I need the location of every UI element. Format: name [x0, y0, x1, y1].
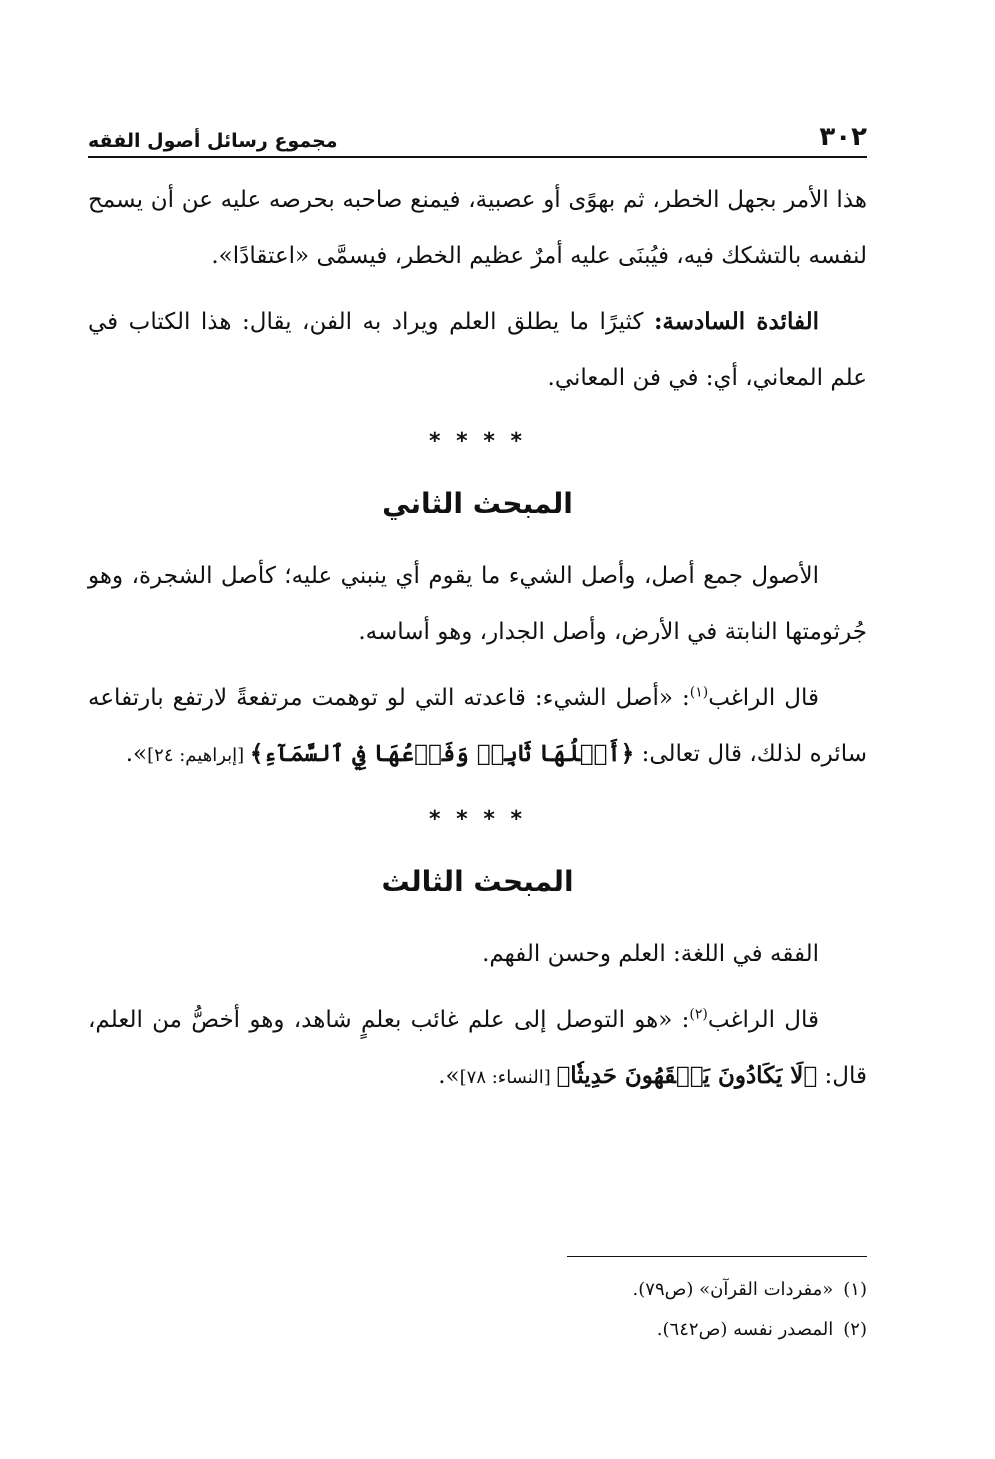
- page-body: [88, 172, 867, 1116]
- footnote-ref-1[interactable]: (١): [689, 684, 709, 701]
- paragraph-lead: الفائدة السادسة:: [653, 308, 819, 335]
- paragraph-raghib-asl: [88, 670, 867, 784]
- section-title-second: المبحث الثاني: [382, 487, 573, 520]
- running-title: مجموع رسائل أصول الفقه: [88, 130, 338, 152]
- footnote-2: [88, 1310, 867, 1350]
- header-divider: [88, 156, 867, 158]
- paragraph-text: ».: [438, 1063, 460, 1089]
- footnote-ref-2[interactable]: (٢): [689, 1006, 708, 1023]
- paragraph-fiqh-linguistic: الفقه في اللغة: العلم وحسن الفهم.: [482, 941, 819, 967]
- paragraph-text: قال الراغب: [708, 685, 820, 711]
- footnote-1: [88, 1270, 867, 1310]
- verse-citation: [إبراهيم: ٢٤]: [147, 745, 250, 766]
- quran-verse: ﴿أَصۡلُهَا ثَابِتٞ وَفَرۡعُهَا فِي ٱلسَّمَآءِ﴾: [249, 740, 635, 767]
- paragraph-sixth-benefit: [88, 294, 867, 406]
- paragraph-text: كثيرًا ما يطلق العلم ويراد به الفن، يقال: هذا الكتاب في علم المعاني، أي: في فن المعاني.: [88, 309, 867, 391]
- paragraph-text: : «هو التوصل إلى علم غائب بعلمٍ شاهد، وهو أخصُّ من العلم، قال:: [88, 1007, 867, 1089]
- paragraph-raghib-fiqh: [88, 992, 867, 1106]
- paragraph-text: قال الراغب: [707, 1007, 819, 1033]
- footnote-divider: [567, 1256, 867, 1257]
- footnote-number: (١): [843, 1279, 867, 1300]
- paragraph-text: : «أصل الشيء: قاعدته التي لو توهمت مرتفعةً لارتفع بارتفاعه سائره لذلك، قال تعالى:: [88, 685, 867, 767]
- paragraph-usul-definition: الأصول جمع أصل، وأصل الشيء ما يقوم أي ينبني عليه؛ كأصل الشجرة، وهو جُرثومتها النابتة في الأرض، وأصل الجدار، وهو أساسه.: [88, 563, 867, 645]
- section-separator: * * * *: [429, 429, 526, 454]
- footnote-text: «مفردات القرآن» (ص٧٩).: [632, 1279, 834, 1300]
- paragraph-text: ».: [125, 741, 148, 767]
- footnote-number: (٢): [843, 1319, 867, 1340]
- footnote-text: المصدر نفسه (ص٦٤٢).: [656, 1319, 834, 1340]
- section-title-third: المبحث الثالث: [381, 865, 574, 898]
- quran-verse: ﴿لَا يَكَادُونَ يَفۡقَهُونَ حَدِيثٗا﴾: [556, 1062, 818, 1089]
- section-separator: * * * *: [429, 807, 526, 832]
- page-header: [88, 112, 867, 152]
- verse-citation: [النساء: ٧٨]: [459, 1067, 557, 1088]
- page-number: ٣٠٢: [819, 122, 867, 152]
- paragraph-continuation: هذا الأمر بجهل الخطر، ثم بهوًى أو عصبية، فيمنع صاحبه بحرصه عليه عن أن يسمح لنفسه بالتشكك فيه، فيُبنَى عليه أمرٌ عظيم الخطر، فيسمَّى «اعتقادًا».: [88, 187, 867, 269]
- footnotes: [88, 1270, 867, 1350]
